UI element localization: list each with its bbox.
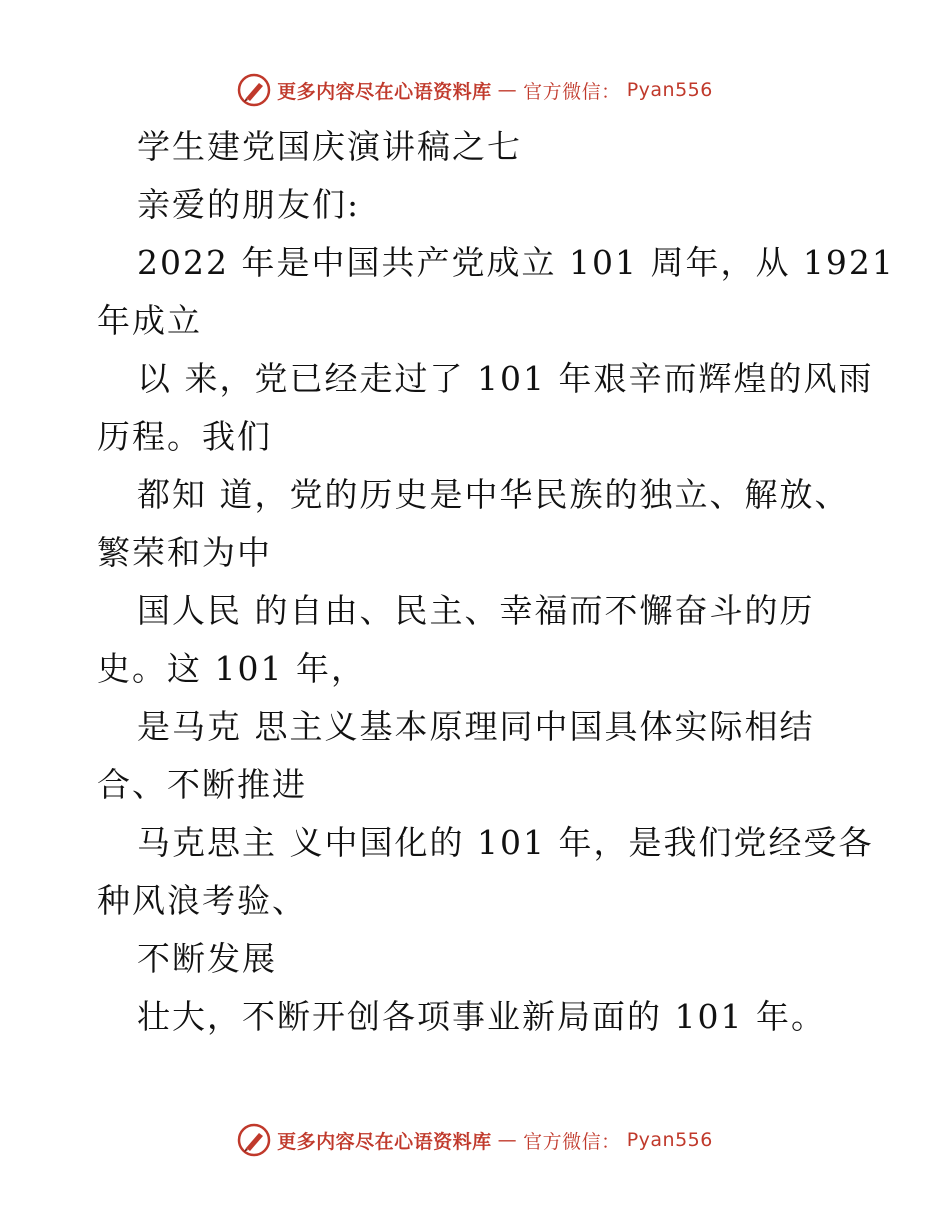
- text-line: 历程。我们: [97, 417, 272, 456]
- text-line: 亲爱的朋友们:: [137, 185, 361, 224]
- footer-banner-label: 官方微信：: [523, 1130, 621, 1153]
- text-line: 2022 年是中国共产党成立 101 周年，从 1921: [137, 243, 895, 282]
- text-line: 国人民 的自由、民主、幸福而不懈奋斗的历: [137, 591, 815, 630]
- text-line: 都知 道，党的历史是中华民族的独立、解放、: [137, 475, 850, 514]
- header-banner: [0, 70, 950, 110]
- text-line: 年成立: [97, 301, 202, 340]
- header-banner-id: Pyan556: [626, 79, 713, 101]
- text-line: 以 来，党已经走过了 101 年艰辛而辉煌的风雨: [137, 359, 874, 398]
- text-line: 繁荣和为中: [97, 533, 272, 572]
- footer-banner: [0, 1120, 950, 1160]
- pen-logo-icon: [237, 73, 271, 107]
- document-body: [97, 118, 895, 1046]
- text-line: 种风浪考验、: [97, 881, 307, 920]
- header-banner-label: 官方微信：: [523, 80, 621, 103]
- text-line: 史。这 101 年，: [97, 649, 366, 688]
- text-line: 马克思主 义中国化的 101 年，是我们党经受各: [137, 823, 874, 862]
- header-banner-dash: —: [497, 79, 518, 101]
- header-banner-title: 更多内容尽在心语资料库: [277, 80, 492, 103]
- pen-logo-icon: [237, 1123, 271, 1157]
- text-line: 学生建党国庆演讲稿之七: [137, 127, 522, 166]
- footer-banner-dash: —: [497, 1129, 518, 1151]
- text-line: 壮大，不断开创各项事业新局面的 101 年。: [137, 997, 826, 1036]
- text-line: 合、不断推进: [97, 765, 307, 804]
- text-line: 不断发展: [137, 939, 277, 978]
- text-line: 是马克 思主义基本原理同中国具体实际相结: [137, 707, 815, 746]
- footer-banner-id: Pyan556: [626, 1129, 713, 1151]
- footer-banner-title: 更多内容尽在心语资料库: [277, 1130, 492, 1153]
